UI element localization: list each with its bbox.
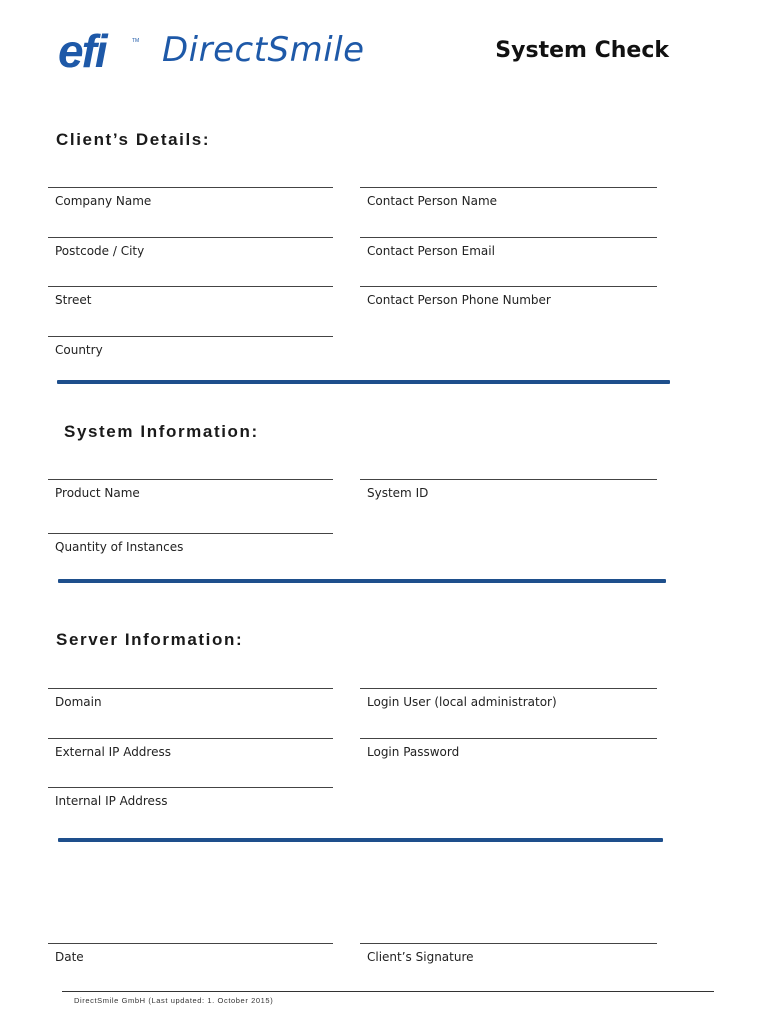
contact-person-email-field[interactable] (360, 237, 657, 258)
efi-logo-text: efi (58, 25, 106, 77)
street-field[interactable] (48, 286, 333, 307)
contact-person-name-label: Contact Person Name (367, 194, 498, 208)
system-information-heading: System Information: (64, 422, 259, 441)
product-name-label: Product Name (55, 486, 140, 500)
external-ip-label: External IP Address (55, 745, 171, 759)
quantity-of-instances-field[interactable] (48, 533, 333, 554)
clients-signature-field[interactable] (360, 943, 657, 964)
company-name-field[interactable] (48, 187, 333, 208)
directsmile-logo-text: DirectSmile (162, 30, 365, 70)
contact-person-name-field[interactable] (360, 187, 657, 208)
section-divider (58, 838, 663, 842)
country-label: Country (55, 343, 103, 357)
trademark-mark: TM (132, 38, 140, 44)
street-label: Street (55, 293, 92, 307)
login-password-field[interactable] (360, 738, 657, 759)
domain-field[interactable] (48, 688, 333, 709)
contact-person-email-label: Contact Person Email (367, 244, 495, 258)
postcode-city-field[interactable] (48, 237, 333, 258)
quantity-of-instances-label: Quantity of Instances (55, 540, 184, 554)
section-divider (57, 380, 670, 384)
login-user-label: Login User (local administrator) (367, 695, 557, 709)
internal-ip-field[interactable] (48, 787, 333, 808)
date-field[interactable] (48, 943, 333, 964)
system-id-label: System ID (367, 486, 429, 500)
login-user-field[interactable] (360, 688, 657, 709)
clients-details-heading: Client’s Details: (56, 130, 211, 149)
domain-label: Domain (55, 695, 102, 709)
contact-person-phone-label: Contact Person Phone Number (367, 293, 551, 307)
document-title: System Check (495, 38, 669, 63)
postcode-city-label: Postcode / City (55, 244, 145, 258)
efi-directsmile-logo (58, 25, 418, 77)
footer-rule (62, 991, 714, 992)
contact-person-phone-field[interactable] (360, 286, 657, 307)
internal-ip-label: Internal IP Address (55, 794, 168, 808)
section-divider (58, 579, 666, 583)
product-name-field[interactable] (48, 479, 333, 500)
external-ip-field[interactable] (48, 738, 333, 759)
clients-signature-label: Client’s Signature (367, 950, 474, 964)
system-id-field[interactable] (360, 479, 657, 500)
date-label: Date (55, 950, 84, 964)
server-information-heading: Server Information: (56, 630, 244, 649)
country-field[interactable] (48, 336, 333, 357)
footer-text: DirectSmile GmbH (Last updated: 1. October 2015) (74, 996, 274, 1005)
login-password-label: Login Password (367, 745, 460, 759)
company-name-label: Company Name (55, 194, 152, 208)
